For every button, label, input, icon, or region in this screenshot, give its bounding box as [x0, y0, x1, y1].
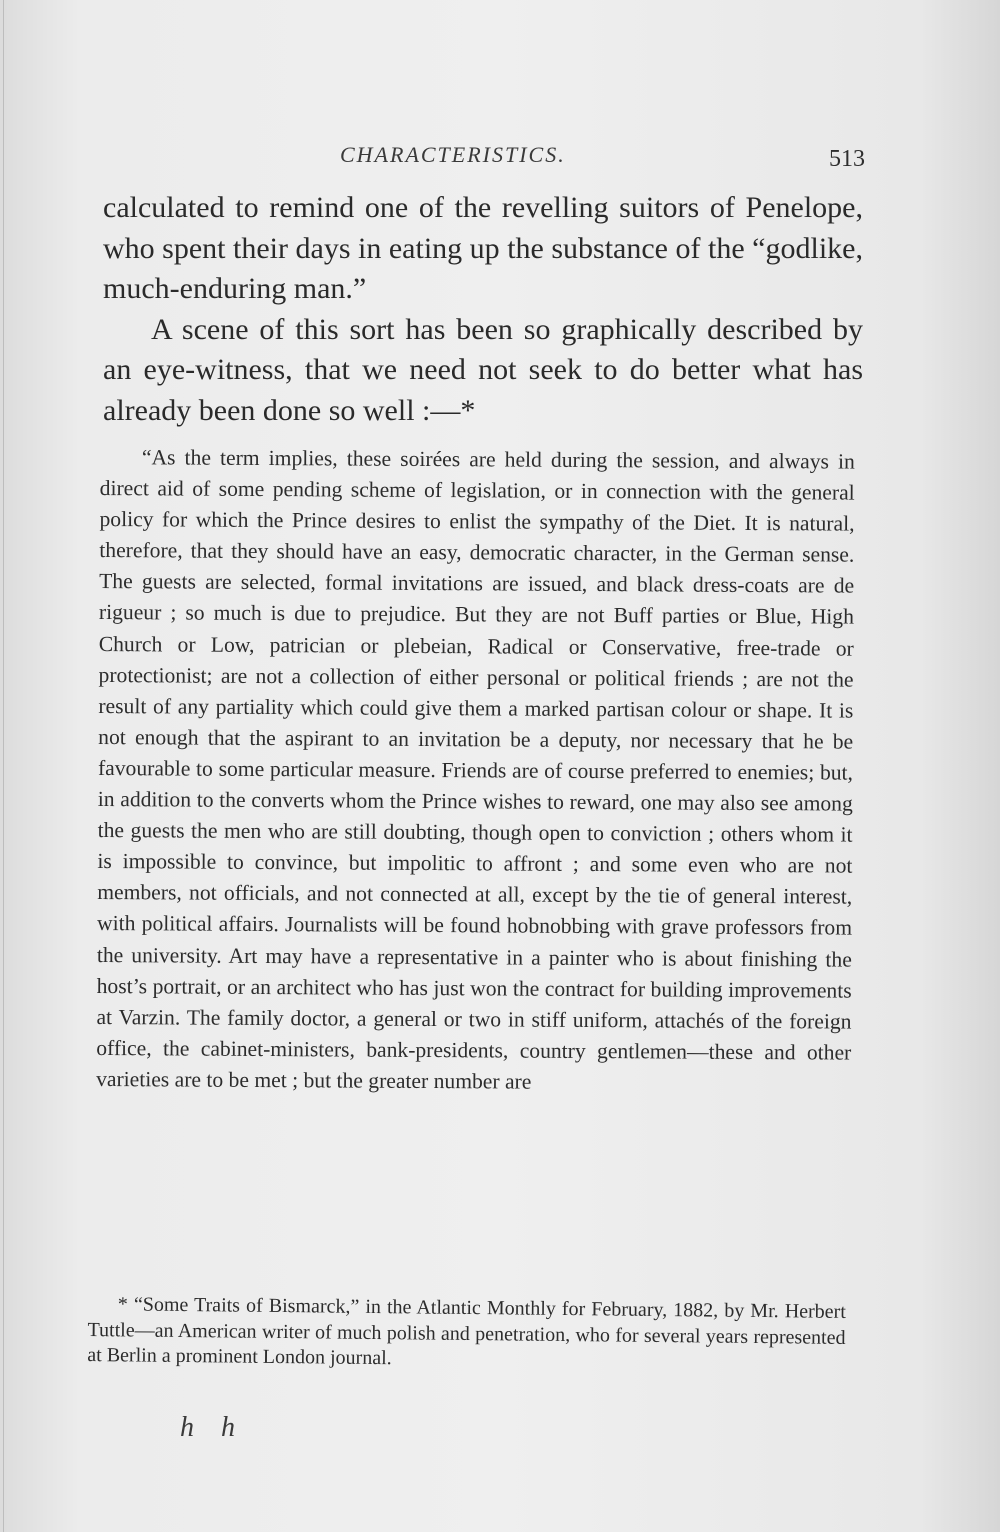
page-crease	[3, 0, 4, 1532]
block-quote	[96, 442, 855, 1100]
footnote-text: * “Some Traits of Bismarck,” in the Atlantic Monthly for February, 1882, by Mr. Herbert Tuttle—an American writer of much polish and penetration, who for several years represented at Berlin a prominent London journal.	[87, 1293, 846, 1370]
quote-paragraph: “As the term implies, these soirées are held during the session, and always in direct aid of some pending scheme of legislation, or in connection with the general policy for which the Prince desires to enlist the sympathy of the Diet. It is natural, therefore, that they should have an easy, democratic character, in the German sense. The guests are selected, formal invitations are issued, and black dress-coats are de rigueur ; so much is due to prejudice. But they are not Buff parties or Blue, High Church or Low, patrician or plebeian, Radical or Conservative, free-trade or protectionist; are not a collection of either personal or political friends ; are not the result of any partiality which could give them a marked partisan colour or shape. It is not enough that the aspirant to an invitation be a deputy, nor necessary that he be favourable to some particular measure. Friends are of course preferred to enemies; but, in addition to the converts whom the Prince wishes to reward, one may also see among the guests the men who are still doubting, though open to conviction ; others whom it is impossible to convince, but impolitic to affront ; and some even who are not members, not officials, and not connected at all, except by the tie of general interest, with political affairs. Journalists will be found hobnobbing with grave professors from the university. Art may have a representative in a painter who is about finishing the host’s portrait, or an architect who has just won the contract for building improvements at Varzin. The family doctor, a general or two in stiff uniform, attachés of the foreign office, the cabinet-ministers, bank-presidents, country gentlemen—these and other varieties are to be met ; but the greater number are	[96, 445, 855, 1094]
printer-signature-mark: h h	[180, 1412, 245, 1443]
footnote	[87, 1292, 846, 1376]
main-body-text	[103, 188, 863, 431]
page-number: 513	[829, 146, 865, 172]
running-head	[100, 140, 865, 180]
running-title: CHARACTERISTICS.	[340, 142, 566, 167]
body-paragraph: A scene of this sort has been so graphically described by an eye-witness, that we need not seek to do better what has already been done so well :—*	[103, 312, 863, 427]
body-paragraph: calculated to remind one of the revelling suitors of Penelope, who spent their days in eating up the substance of the “godlike, much-enduring man.”	[103, 191, 863, 305]
